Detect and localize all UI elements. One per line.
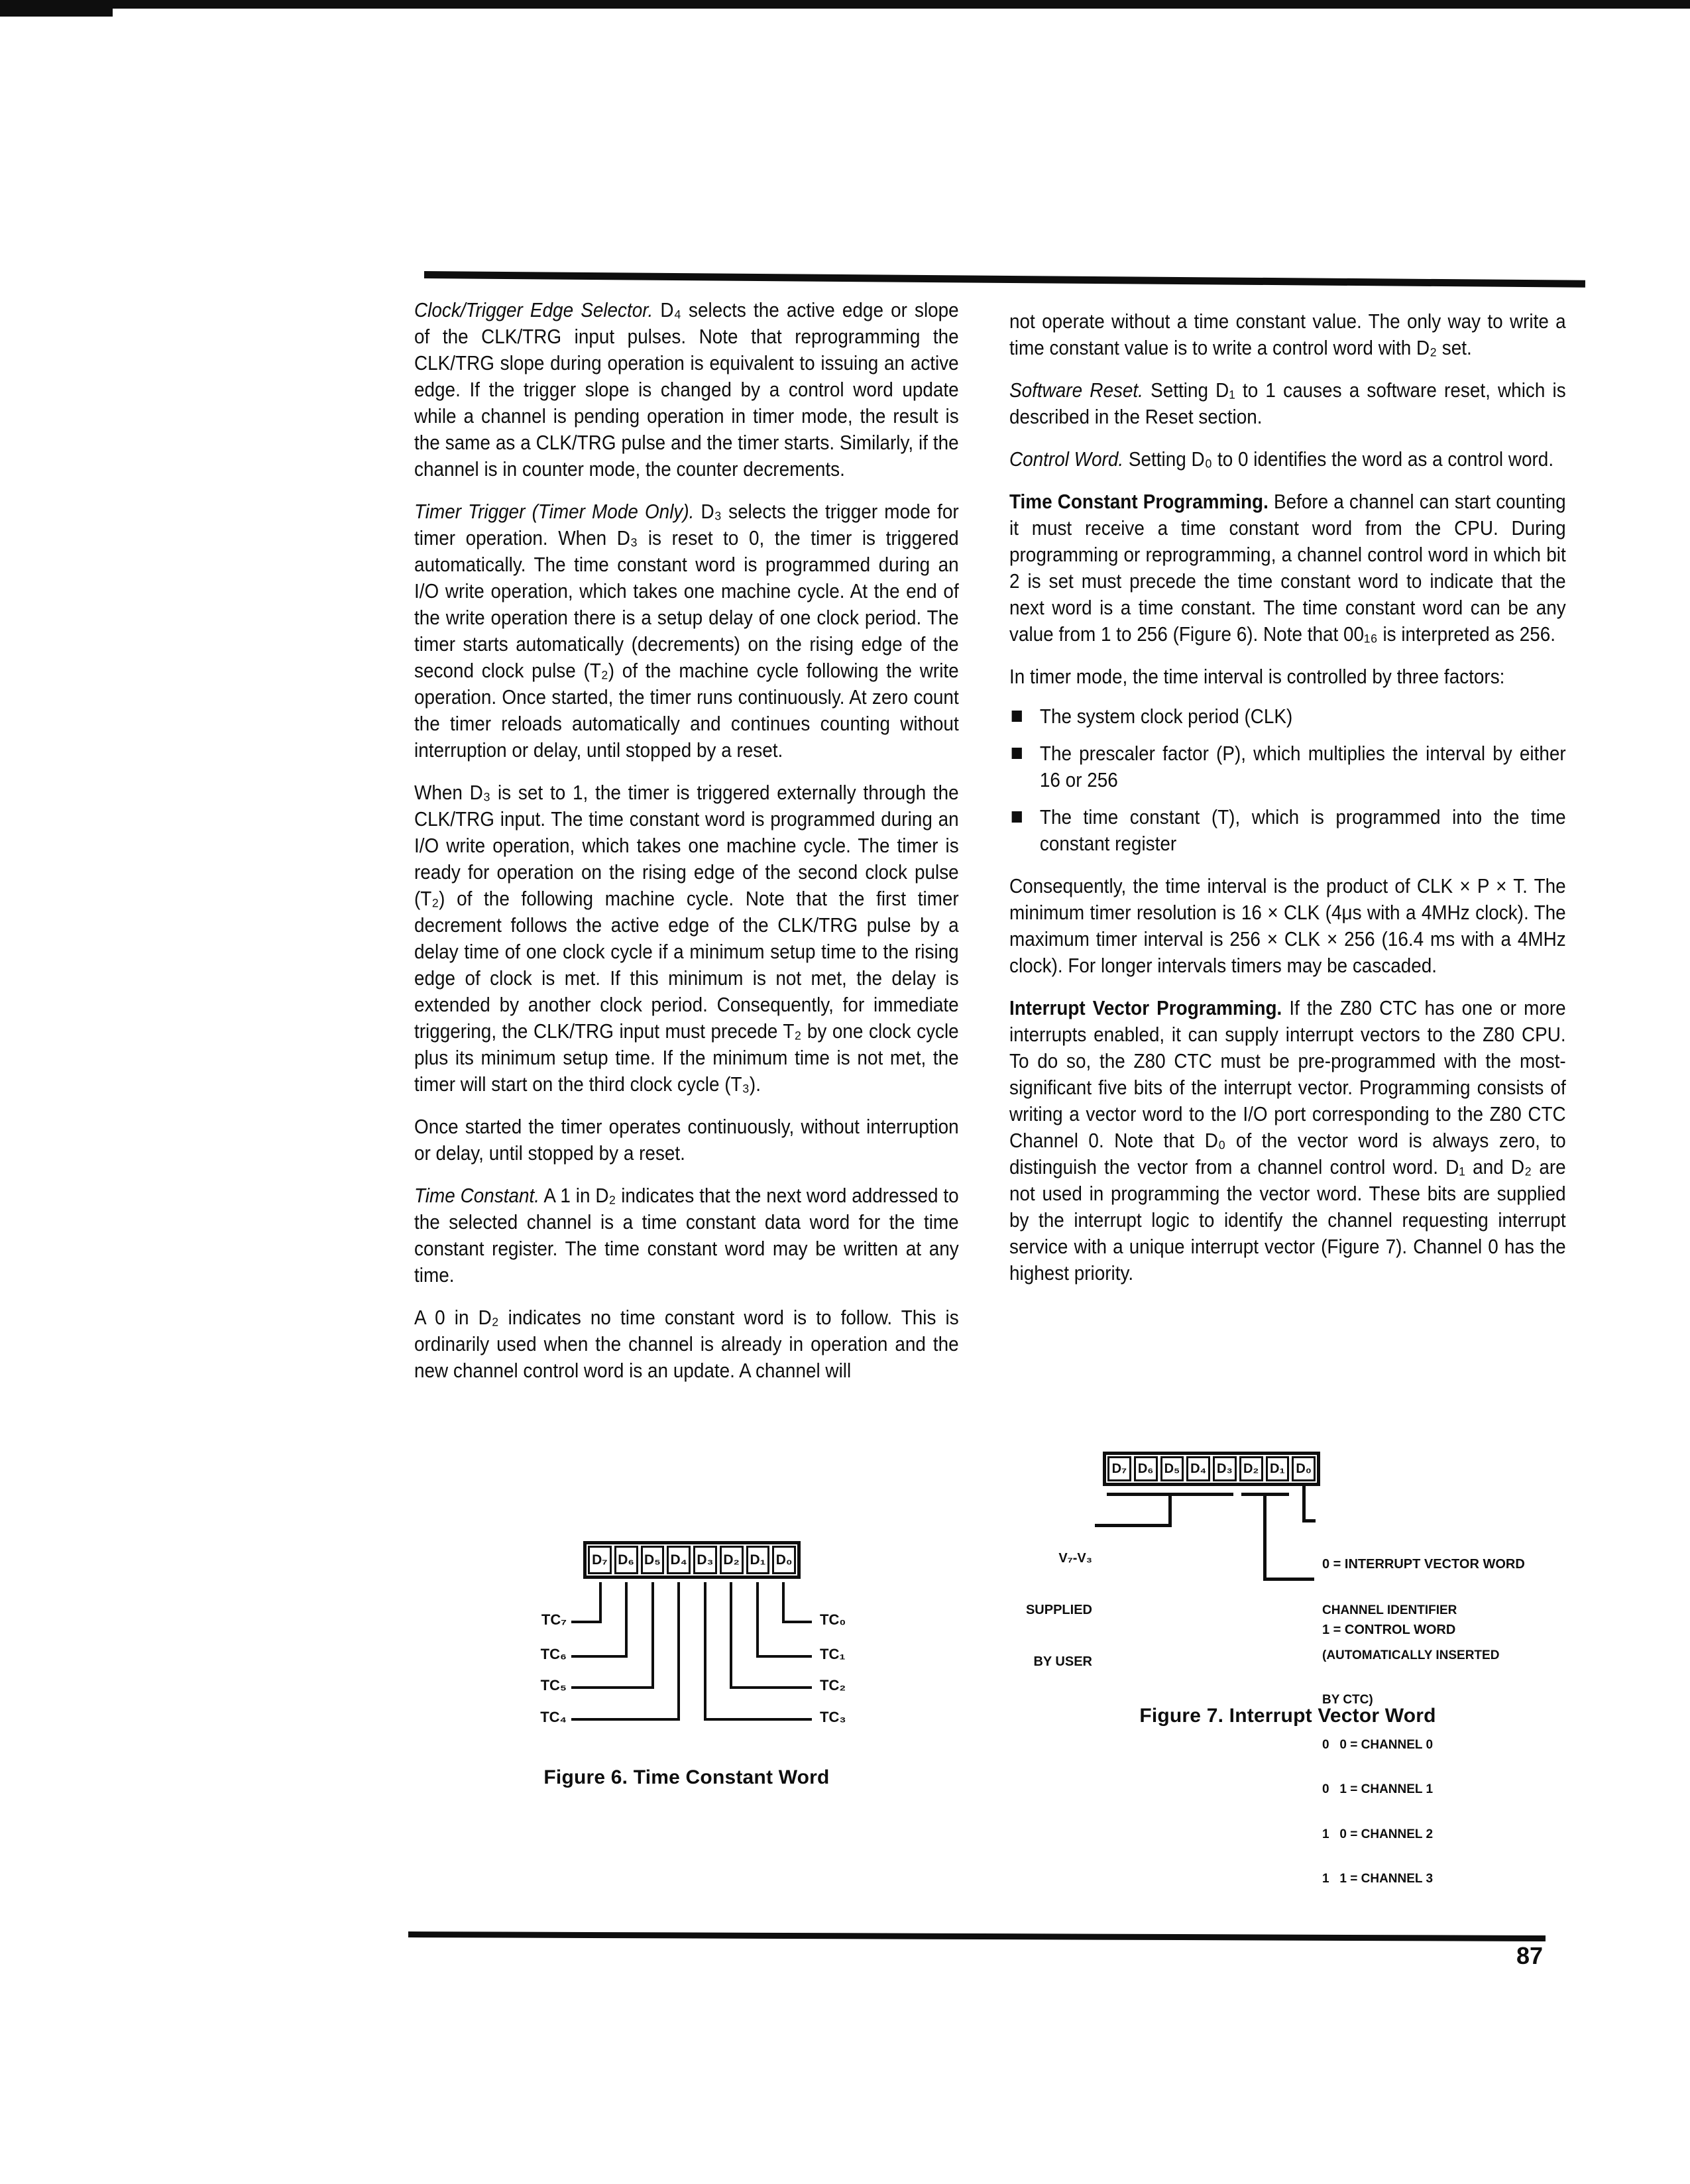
paragraph-clock-trigger (414, 297, 959, 483)
page-number: 87 (1516, 1942, 1544, 1969)
square-bullet-icon (1012, 711, 1022, 722)
bit-cell-d2: D₂ (1239, 1456, 1263, 1481)
bit-cell-d7: D₇ (588, 1546, 612, 1574)
factors-list (1009, 703, 1566, 857)
figure7-caption: Figure 7. Interrupt Vector Word (1139, 1705, 1436, 1727)
paragraph-time-constant-programming (1009, 489, 1566, 648)
run-in-heading: Software Reset. (1009, 378, 1143, 402)
paragraph-not-operate (1009, 308, 1566, 361)
bit-cell-d3: D₃ (693, 1546, 717, 1574)
connector-line (730, 1582, 732, 1689)
paragraph-text: Setting D₁ to 1 causes a software reset, which is described in the Reset section. (1009, 378, 1566, 428)
bit-cell-d4: D₄ (1186, 1456, 1210, 1481)
connector-line (756, 1655, 812, 1658)
channel-identifier-line: 0 1 = CHANNEL 1 (1322, 1782, 1434, 1796)
connector-line (651, 1582, 654, 1689)
connector-line (1263, 1493, 1267, 1581)
channel-identifier-line: CHANNEL IDENTIFIER (1322, 1603, 1457, 1617)
user-supplied-line: BY USER (1033, 1654, 1092, 1669)
square-bullet-icon (1012, 811, 1022, 823)
paragraph-text: D₃ selects the trigger mode for timer operation. When D₃ is reset to 0, the timer is triggered automatically. The time constant word is programmed during an I/O write operation, which takes one machine cycle. At the end of the write operation there is a setup delay of one clock period. The timer starts automatically (decrements) on the rising edge of the second clock pulse (T₂) of the machine cycle following the write operation. Once started, the timer runs continuously. At zero count the timer reloads automatically and continues counting without interruption or delay, until stopped by a reset. (414, 500, 959, 762)
paragraph-text: D₄ selects the active edge or slope of the CLK/TRG input pulses. Note that reprogramming the CLK/TRG slope during operation is equivalent to issuing an active edge. If the trigger slope is changed by a control word update while a channel is pending operation in timer mode, the result is the same as a CLK/TRG pulse and the timer starts. Similarly, if the channel is in counter mode, the counter decrements. (414, 298, 959, 481)
connector-line (571, 1686, 654, 1689)
list-item-text: The prescaler factor (P), which multiplies the interval by either 16 or 256 (1039, 742, 1566, 791)
bit-cell-d5: D₅ (641, 1546, 665, 1574)
bit-cell-d3: D₃ (1213, 1456, 1237, 1481)
bit-cell-d2: D₂ (720, 1546, 744, 1574)
tc6-label: TC₆ (540, 1646, 567, 1662)
run-in-heading: Clock/Trigger Edge Selector. (414, 298, 653, 321)
tc5-label: TC₅ (540, 1677, 567, 1694)
connector-line (1095, 1524, 1172, 1527)
connector-line (782, 1582, 785, 1623)
connector-line (571, 1621, 602, 1623)
paragraph-text: Setting D₀ to 0 identifies the word as a control word. (1123, 447, 1554, 471)
square-bullet-icon (1012, 748, 1022, 759)
tc3-label: TC₃ (820, 1709, 846, 1725)
run-in-heading: Timer Trigger (Timer Mode Only). (414, 500, 695, 523)
bit-cell-d4: D₄ (667, 1546, 691, 1574)
run-in-heading: Time Constant. (414, 1184, 540, 1207)
list-item (1009, 804, 1566, 857)
channel-identifier-line: (AUTOMATICALLY INSERTED (1322, 1648, 1500, 1662)
paragraph-text: Once started the timer operates continuously, without interruption or delay, until stopped by a reset. (414, 1115, 959, 1165)
connector-line (704, 1718, 812, 1721)
bit-cell-d0: D₀ (1292, 1456, 1316, 1481)
run-in-heading: Time Constant Programming. (1009, 490, 1268, 513)
channel-identifier-line: 0 0 = CHANNEL 0 (1322, 1737, 1434, 1752)
user-supplied-line: SUPPLIED (1025, 1603, 1092, 1617)
figure7-register-box (1103, 1452, 1320, 1486)
bit-cell-d5: D₅ (1160, 1456, 1184, 1481)
connector-line (1168, 1493, 1172, 1527)
tc4-label: TC₄ (540, 1709, 567, 1725)
paragraph-text: When D₃ is set to 1, the timer is triggered externally through the CLK/TRG input. The time constant word is programmed during an I/O write operation, which takes one machine cycle. The timer is ready for operation on the rising edge of the second clock pulse (T₂) of the following machine cycle. Note that the first timer decrement follows the active edge of the CLK/TRG pulse by a delay time of one clock cycle if a minimum setup time to the rising edge of clock is met. If this minimum is not met, the delay is extended by another clock period. Consequently, for immediate triggering, the CLK/TRG input must precede T₂ by one clock cycle plus its minimum setup time. If the minimum time is not met, the timer will start on the third clock cycle (T₃). (414, 781, 959, 1096)
right-column (1009, 308, 1566, 1302)
channel-identifier-line: BY CTC) (1322, 1693, 1373, 1707)
tc0-label: TC₀ (820, 1611, 846, 1628)
channel-identifier-line: 1 0 = CHANNEL 2 (1322, 1827, 1434, 1841)
paragraph-control-word (1009, 446, 1566, 473)
paragraph-interrupt-vector-programming (1009, 995, 1566, 1287)
bit-cell-d6: D₆ (614, 1546, 638, 1574)
connector-line (677, 1582, 680, 1721)
bit-cell-d6: D₆ (1134, 1456, 1158, 1481)
figure6-register-box (583, 1541, 801, 1579)
footer-rule (408, 1931, 1546, 1941)
paragraph-text: If the Z80 CTC has one or more interrupts enabled, it can supply interrupt vectors to the Z80 CPU. To do so, the Z80 CTC must be pre-programmed with the most-significant five bits of the interrupt vector. Programming consists of writing a vector word to the I/O port corresponding to the Z80 CTC Channel 0. Note that D₀ of the vector word is always zero, to distinguish the vector from a channel control word. D₁ and D₂ are not used in programming the vector word. These bits are supplied by the interrupt logic to identify the channel requesting interrupt service with a unique interrupt vector (Figure 7). Channel 0 has the highest priority. (1009, 996, 1566, 1285)
paragraph-zero-in-d2 (414, 1304, 959, 1384)
connector-line (599, 1582, 602, 1623)
tc7-label: TC₇ (541, 1611, 567, 1628)
bit-cell-d7: D₇ (1107, 1456, 1131, 1481)
paragraph-text: Consequently, the time interval is the product of CLK × P × T. The minimum timer resolution is 16 × CLK (4μs with a 4MHz clock). The maximum timer interval is 256 × CLK × 256 (16.4 ms with a 4MHz clock). For longer intervals timers may be cascaded. (1009, 874, 1566, 977)
list-item (1009, 703, 1566, 730)
header-rule (424, 271, 1585, 288)
list-item (1009, 740, 1566, 793)
tc1-label: TC₁ (820, 1646, 846, 1662)
run-in-heading: Interrupt Vector Programming. (1009, 996, 1282, 1019)
scan-edge-blob-top-left (0, 0, 113, 17)
user-supplied-line: V₇-V₃ (1058, 1551, 1092, 1566)
bit-cell-d0: D₀ (772, 1546, 796, 1574)
paragraph-text: not operate without a time constant value. The only way to write a time constant value is to write a control word with D₂ set. (1009, 310, 1566, 359)
bit-cell-d1: D₁ (746, 1546, 770, 1574)
paragraph-once-started (414, 1114, 959, 1167)
connector-line (1263, 1578, 1314, 1581)
paragraph-time-constant (414, 1182, 959, 1289)
connector-line (571, 1718, 680, 1721)
connector-line (625, 1582, 628, 1658)
list-item-text: The system clock period (CLK) (1039, 705, 1293, 728)
paragraph-text: A 1 in D₂ indicates that the next word addressed to the selected channel is a time constant data word for the time constant register. The time constant word may be written at any time. (414, 1184, 959, 1287)
connector-line (571, 1655, 628, 1658)
paragraph-text: Before a channel can start counting it must receive a time constant word from the CPU. During programming or reprogramming, a channel control word in which bit 2 is set must precede the time constant word to indicate that the next word is a time constant. The time constant word can be any value from 1 to 256 (Figure 6). Note that 00₁₆ is interpreted as 256. (1009, 490, 1566, 646)
d0-meaning-line: 1 = CONTROL WORD (1322, 1623, 1456, 1637)
run-in-heading: Control Word. (1009, 447, 1124, 471)
paragraph-text: In timer mode, the time interval is controlled by three factors: (1009, 665, 1505, 688)
user-supplied-label (1009, 1515, 1092, 1705)
paragraph-consequently (1009, 873, 1566, 979)
connector-line (704, 1582, 706, 1721)
tc2-label: TC₂ (820, 1677, 846, 1694)
figure-7-interrupt-vector-word (1009, 1452, 1566, 1886)
connector-line (756, 1582, 759, 1658)
paragraph-text: A 0 in D₂ indicates no time constant word is to follow. This is ordinarily used when the channel is already in operation and the new channel control word is an update. A channel will (414, 1306, 959, 1382)
connector-line (782, 1621, 812, 1623)
figure6-caption: Figure 6. Time Constant Word (543, 1766, 830, 1788)
paragraph-external-trigger (414, 779, 959, 1098)
channel-identifier-line: 1 1 = CHANNEL 3 (1322, 1872, 1434, 1886)
figure-6-time-constant-word (414, 1541, 959, 1806)
list-item-text: The time constant (T), which is programmed into the time constant register (1039, 805, 1566, 855)
paragraph-three-factors (1009, 663, 1566, 690)
paragraph-timer-trigger (414, 498, 959, 764)
paragraph-software-reset (1009, 377, 1566, 430)
connector-line (730, 1686, 812, 1689)
left-column (414, 297, 959, 1400)
connector-line (1302, 1519, 1316, 1523)
bit-cell-d1: D₁ (1266, 1456, 1290, 1481)
channel-identifier-label (1322, 1574, 1499, 1917)
d0-meaning-line: 0 = INTERRUPT VECTOR WORD (1322, 1557, 1525, 1572)
connector-line (1302, 1486, 1306, 1523)
scan-edge-bar-top (0, 0, 1690, 9)
